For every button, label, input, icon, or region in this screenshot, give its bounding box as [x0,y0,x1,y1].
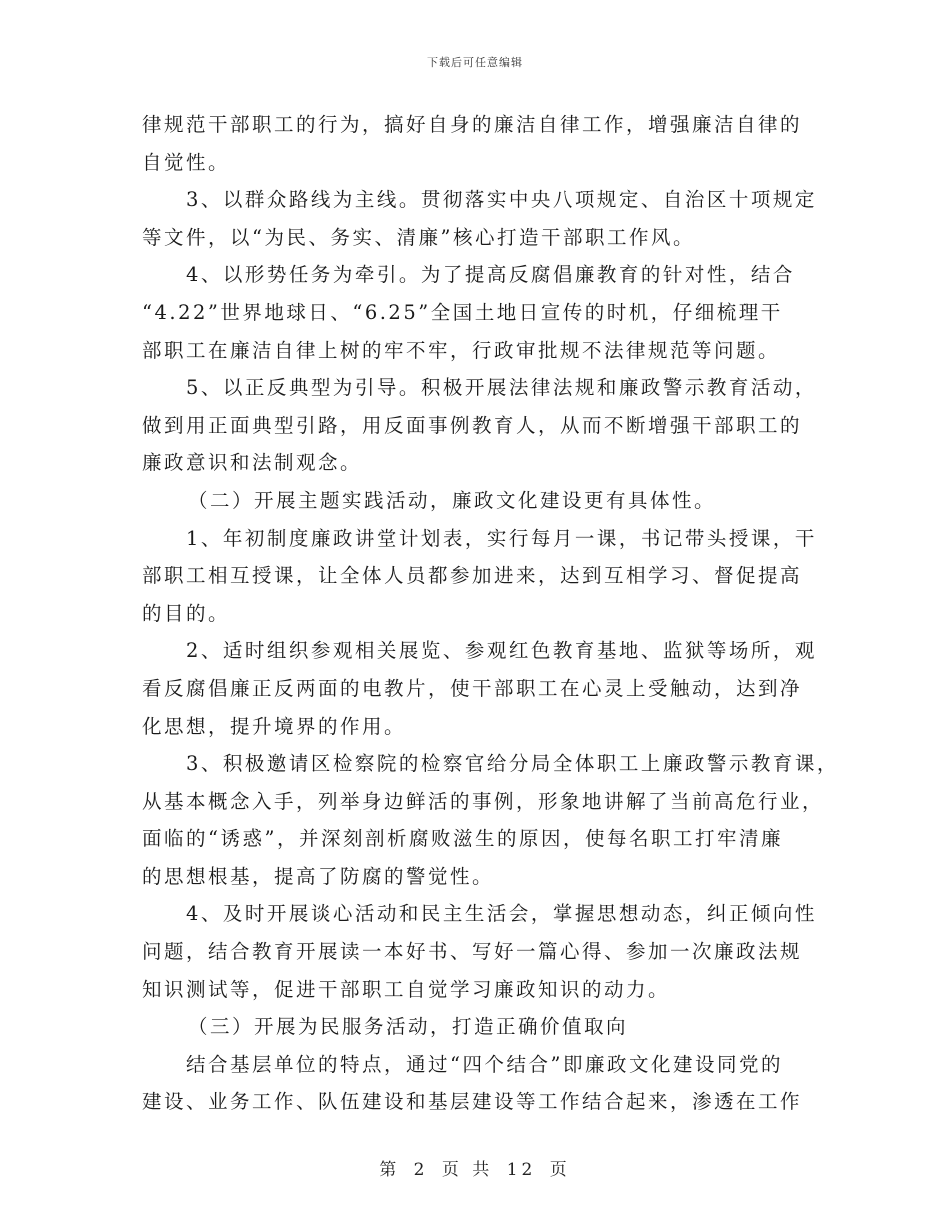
header-note: 下载后可任意编辑 [427,56,523,69]
footer-total-pages: 12 [506,1160,537,1180]
text-line: 3、积极邀请区检察院的检察官给分局全体职工上廉政警示教育课， [186,752,839,776]
text-line: 建设、业务工作、队伍建设和基层建设等工作结合起来，渗透在工作 [142,1090,803,1114]
text-line: 4、及时开展谈心活动和民主生活会，掌握思想动态，纠正倾向性 [186,902,817,926]
footer-prefix: 第 [379,1160,401,1180]
text-line: 看反腐倡廉正反两面的电教片，使干部职工在心灵上受触动，达到净 [142,676,803,700]
footer-page-number: 2 [413,1160,429,1180]
text-line: 化思想，提升境界的作用。 [142,714,407,738]
text-line: 的目的。 [142,601,231,625]
text-line: 3、以群众路线为主线。贯彻落实中央八项规定、自治区十项规定 [186,188,817,212]
text-line: 从基本概念入手，列举身边鲜活的事例，形象地讲解了当前高危行业， [142,789,825,813]
text-line: 4、以形势任务为牵引。为了提高反腐倡廉教育的针对性，结合 [186,263,795,287]
text-line: 自觉性。 [142,150,231,174]
text-line: 面临的“诱惑”，并深刻剖析腐败滋生的原因，使每名职工打牢清廉 [142,827,783,851]
text-line: 部职工相互授课，让全体人员都参加进来，达到互相学习、督促提高 [142,564,803,588]
footer-suffix: 页 [549,1160,571,1180]
text-line: 的思想根基，提高了防腐的警觉性。 [142,864,495,888]
page-footer [0,1155,950,1180]
text-line: （二）开展主题实践活动，廉政文化建设更有具体性。 [188,488,717,512]
text-line: 结合基层单位的特点，通过“四个结合”即廉政文化建设同党的 [186,1052,783,1076]
text-line: 知识测试等，促进干部职工自觉学习廉政知识的动力。 [142,977,671,1001]
text-line: “4.22”世界地球日、“6.25”全国土地日宣传的时机，仔细梳理干 [142,300,783,324]
text-line: 做到用正面典型引路，用反面事例教育人，从而不断增强干部职工的 [142,413,803,437]
document-body [142,106,839,1121]
text-line: （三）开展为民服务活动，打造正确价值取向 [188,1015,629,1039]
text-line: 等文件，以“为民、务实、清廉”核心打造干部职工作风。 [142,225,695,249]
text-line: 廉政意识和法制观念。 [142,451,363,475]
footer-middle: 页 共 [441,1160,494,1180]
text-line: 2、适时组织参观相关展览、参观红色教育基地、监狱等场所，观 [186,639,817,663]
text-line: 5、以正反典型为引导。积极开展法律法规和廉政警示教育活动， [186,376,817,400]
text-line: 1、年初制度廉政讲堂计划表，实行每月一课，书记带头授课，干 [186,526,817,550]
text-line: 问题，结合教育开展读一本好书、写好一篇心得、参加一次廉政法规 [142,940,803,964]
text-line: 部职工在廉洁自律上树的牢不牢，行政审批规不法律规范等问题。 [142,338,781,362]
text-line: 律规范干部职工的行为，搞好自身的廉洁自律工作，增强廉洁自律的 [142,113,803,136]
